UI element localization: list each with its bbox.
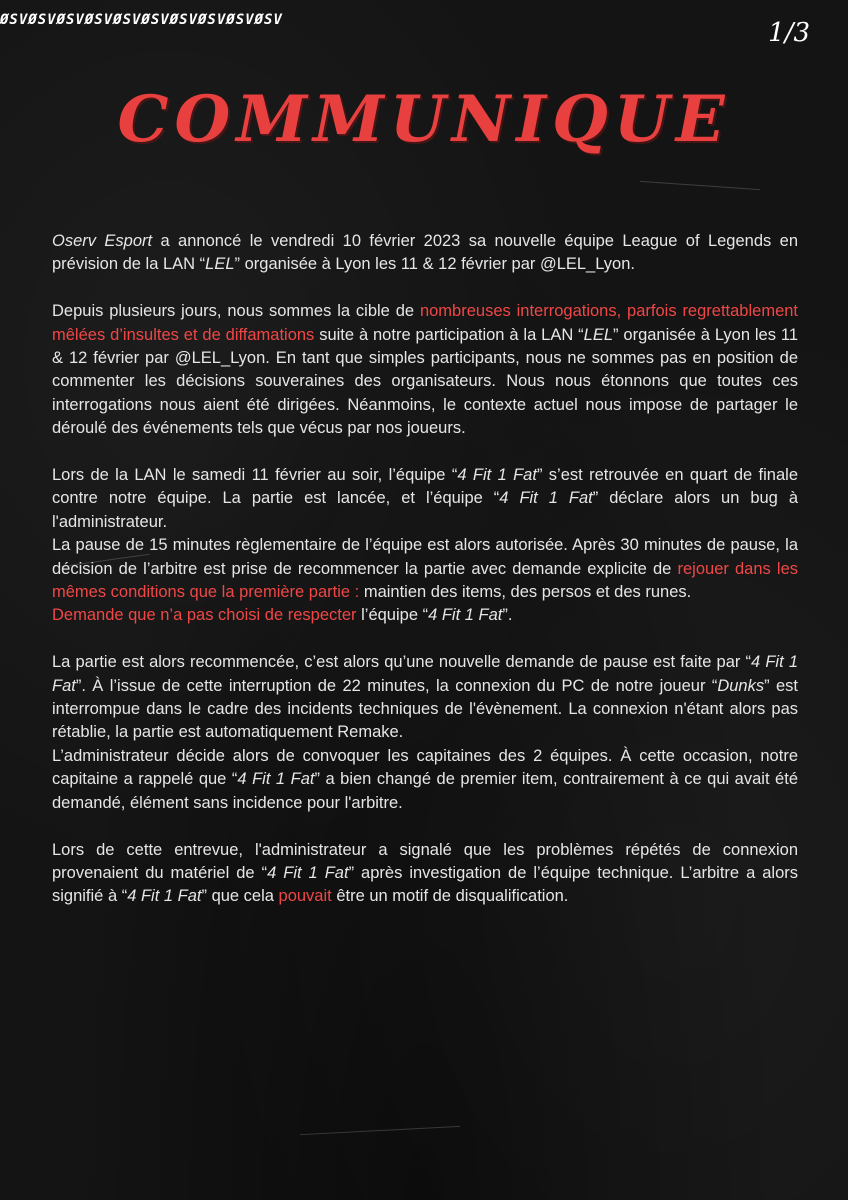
page-title: COMMUNIQUE [117,82,731,157]
text-run: ” a bien changé de premier item, contrairement à ce qui avait été demandé, élément sans incidence pour l'arbitre. [52,770,798,812]
text-run: La partie est alors recommencée, c’est alors qu’une nouvelle demande de pause est faite par “ [52,653,752,672]
text-run: ” déclare alors un bug à l'administrateur. [52,489,799,531]
text-run: ” que cela [201,887,279,906]
highlight-text: Demande que n’a pas choisi de respecter [52,606,357,625]
paragraph-meeting [52,839,798,909]
decorative-scratch [640,181,760,190]
statement-body [52,230,798,932]
team-name: Oserv Esport [52,232,153,250]
text-run: Lors de la LAN le samedi 11 février au soir, l’équipe “ [52,466,458,485]
opponent-team-name: 4 Fit 1 Fat [428,606,503,625]
text-run: ”. [502,606,513,625]
text-run: ” après investigation de l’équipe technique. L’arbitre a alors signifié à “ [52,863,799,906]
opponent-team-name: 4 Fit 1 Fat [237,770,315,789]
text-run: ” organisée à Lyon les 11 & 12 février par @LEL_Lyon. En tant que simples participants, nous ne sommes pas en position de commenter les décisions souveraines des organisateurs. Nous nous étonnons que toutes ces interrogations nous aient été dirigées. Néanmoins, le contexte actuel nous impose de partager le déroulé des événements tels que vécus par nos joueurs. [52,325,798,438]
text-run: La pause de 15 minutes règlementaire de l’équipe est alors autorisée. Après 30 minutes de pause, la décision de l’arbitre est prise de recommencer la partie avec demande explicite de [52,536,798,578]
event-name: LEL [583,325,614,344]
event-name: LEL [205,255,235,274]
text-run: a annoncé le vendredi 10 février 2023 sa nouvelle équipe League of Legends en prévision de la LAN “ [52,232,799,274]
text-run: Lors de cette entrevue, l'administrateur a signalé que les problèmes répétés de connexion provenaient du matériel de “ [52,840,798,882]
text-run: suite à notre participation à la LAN “ [314,325,584,344]
text-run: L’administrateur décide alors de convoquer les capitaines des 2 équipes. À cette occasion, notre capitaine a rappelé que “ [52,746,798,789]
highlight-text: pouvait [278,887,332,906]
opponent-team-name: 4 Fit 1 Fat [457,466,537,485]
opponent-team-name: 4 Fit 1 Fat [267,863,349,882]
opponent-team-name: 4 Fit 1 Fat [52,653,798,695]
paragraph-announcement [52,230,798,277]
text-run: ” organisée à Lyon les 11 & 12 février par @LEL_Lyon. [234,255,635,274]
text-run: ” s’est retrouvée en quart de finale contre notre équipe. La partie est lancée, et l’équipe “ [52,466,798,508]
text-run: l’équipe “ [356,606,429,625]
paragraph-first-game [52,464,798,628]
text-run: être un motif de disqualification. [331,887,569,906]
decorative-scratch [300,1126,460,1135]
paragraph-second-game [52,651,798,815]
brand-pattern-band: ØSVØSVØSVØSVØSVØSVØSVØSVØSVØSV [0,12,283,28]
player-name: Dunks [717,676,765,695]
opponent-team-name: 4 Fit 1 Fat [127,887,202,906]
highlight-text: rejouer dans les mêmes conditions que la première partie : [52,559,799,602]
page-number: 1/3 [768,18,810,48]
text-run: ”. À l’issue de cette interruption de 22 minutes, la connexion du PC de notre joueur “ [75,676,718,695]
highlight-text: nombreuses interrogations, parfois regrettablement mêlées d’insultes et de diffamations [52,302,799,344]
text-run: maintien des items, des persos et des runes. [359,583,692,602]
paragraph-context [52,300,798,440]
opponent-team-name: 4 Fit 1 Fat [499,489,593,508]
text-run: ” est interrompue dans le cadre des incidents techniques de l'évènement. La connexion n'étant alors pas rétablie, la partie est automatiquement Remake. [52,676,798,742]
text-run: Depuis plusieurs jours, nous sommes la cible de [52,302,420,321]
